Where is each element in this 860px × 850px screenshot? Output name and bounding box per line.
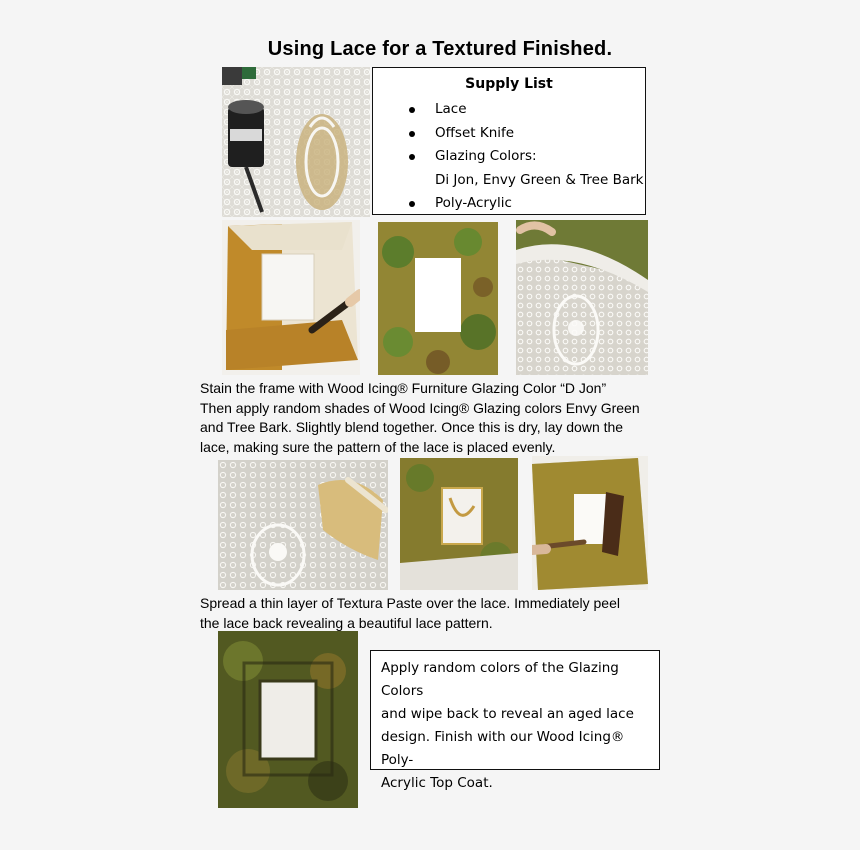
photo-lace-peeled-frame: [400, 458, 518, 590]
photo-lace-laid-on-frame: [516, 220, 648, 375]
photo-lace-and-paint-jar: [222, 67, 370, 217]
supply-item-lace: Lace: [403, 98, 644, 122]
supply-item-poly-acrylic: Poly-Acrylic: [403, 192, 644, 216]
final-line-1: Apply random colors of the Glazing Colors: [381, 660, 619, 699]
step1-text: [200, 379, 670, 457]
supply-item-offset-knife: Offset Knife: [403, 122, 644, 146]
step2-text: [200, 594, 670, 633]
step2-line-1: Spread a thin layer of Textura Paste over the lace. Immediately peel: [200, 595, 620, 611]
step1-line-2: Then apply random shades of Wood Icing® Glazing colors Envy Green: [200, 399, 640, 416]
step1-line-3: and Tree Bark. Slightly blend together. Once this is dry, lay down the: [200, 419, 624, 435]
final-step-box: [370, 650, 660, 791]
supply-item-color-names: Di Jon, Envy Green & Tree Bark: [435, 171, 644, 188]
final-line-4: Acrylic Top Coat.: [381, 775, 493, 791]
photo-spreading-textura-paste: [218, 460, 388, 590]
photo-staining-frame: [222, 220, 360, 375]
supply-list-heading: Supply List: [465, 76, 553, 92]
page-title: Using Lace for a Textured Finished.: [267, 38, 613, 60]
final-line-3: design. Finish with our Wood Icing® Poly-: [381, 729, 625, 768]
supply-item-glazing-colors: Glazing Colors:: [403, 145, 644, 169]
step2-line-2: the lace back revealing a beautiful lace pattern.: [200, 614, 493, 631]
supply-list-box: [372, 67, 646, 215]
photo-green-glazed-frame: [378, 222, 498, 375]
supply-list: [403, 98, 644, 216]
photo-finished-frame: [218, 631, 358, 808]
step1-line-1: Stain the frame with Wood Icing® Furniture Glazing Color “D Jon”: [200, 380, 607, 396]
final-line-2: and wipe back to reveal an aged lace: [381, 706, 634, 722]
photo-brushing-glaze: [532, 456, 648, 590]
step1-line-4: lace, making sure the pattern of the lace is placed evenly.: [200, 438, 556, 455]
